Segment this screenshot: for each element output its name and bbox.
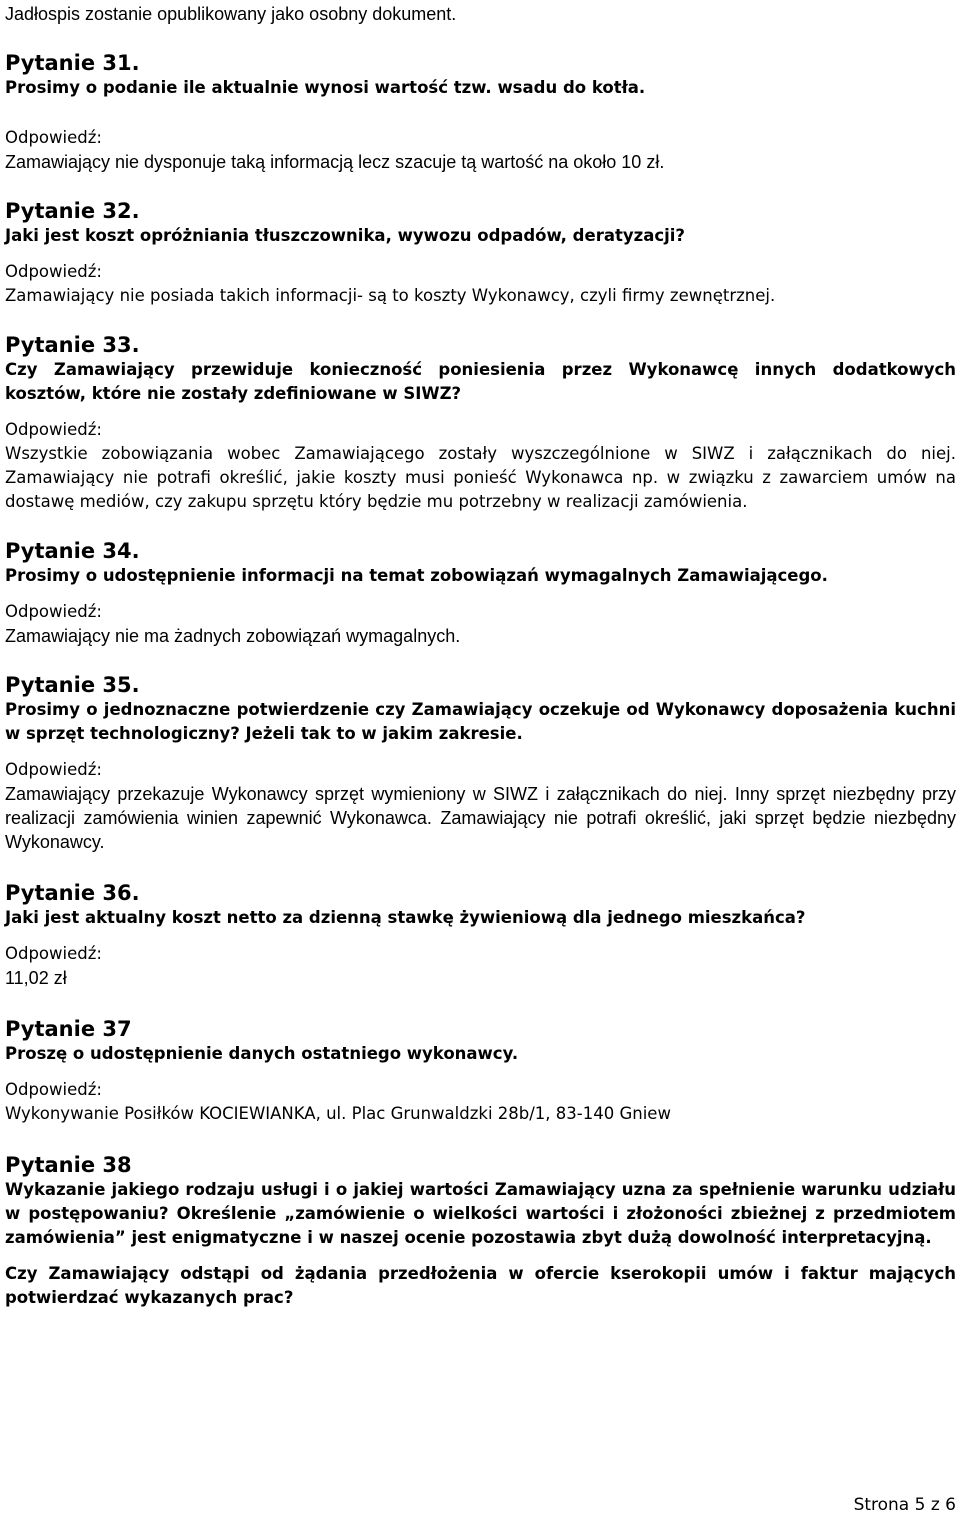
qa-block-38 — [5, 1152, 956, 1310]
answer-label: Odpowiedź: — [5, 128, 102, 147]
question-text: Proszę o udostępnienie danych ostatniego wykonawcy. — [5, 1044, 519, 1063]
answer-label: Odpowiedź: — [5, 262, 102, 281]
question-heading: Pytanie 38 — [5, 1153, 132, 1177]
qa-block-37 — [5, 1016, 956, 1126]
question-text-followup: Czy Zamawiający odstąpi od żądania przedłożenia w ofercie kserokopii umów i faktur mających potwierdzać wykazanych prac? — [5, 1264, 956, 1307]
answer-label: Odpowiedź: — [5, 1080, 102, 1099]
question-heading: Pytanie 33. — [5, 333, 140, 357]
qa-block-34 — [5, 538, 956, 648]
answer-label: Odpowiedź: — [5, 944, 102, 963]
question-heading: Pytanie 35. — [5, 673, 140, 697]
question-heading: Pytanie 31. — [5, 51, 140, 75]
qa-block-36 — [5, 880, 956, 990]
qa-block-31 — [5, 50, 956, 174]
question-text: Prosimy o jednoznaczne potwierdzenie czy Zamawiający oczekuje od Wykonawcy doposażenia kuchni w sprzęt technologiczny? Jeżeli tak to w jakim zakresie. — [5, 700, 956, 743]
question-text: Prosimy o udostępnienie informacji na temat zobowiązań wymagalnych Zamawiającego. — [5, 566, 828, 585]
answer-label: Odpowiedź: — [5, 760, 102, 779]
answer-text: Zamawiający przekazuje Wykonawcy sprzęt wymieniony w SIWZ i załącznikach do niej. Inny sprzęt niezbędny przy realizacji zamówienia winien zapewnić Wykonawca. Zamawiający nie potrafi określić, jaki sprzęt będzie niezbędny Wykonawcy. — [5, 784, 956, 852]
question-text: Czy Zamawiający przewiduje konieczność poniesienia przez Wykonawcę innych dodatkowych kosztów, które nie zostały zdefiniowane w SIWZ? — [5, 360, 956, 403]
qa-block-33 — [5, 332, 956, 514]
qa-block-32 — [5, 198, 956, 308]
answer-text: Zamawiający nie ma żadnych zobowiązań wymagalnych. — [5, 626, 461, 646]
answer-label: Odpowiedź: — [5, 602, 102, 621]
answer-text: 11,02 zł — [5, 968, 67, 988]
question-heading: Pytanie 36. — [5, 881, 140, 905]
answer-text: Wykonywanie Posiłków KOCIEWIANKA, ul. Plac Grunwaldzki 28b/1, 83-140 Gniew — [5, 1104, 671, 1123]
question-heading: Pytanie 32. — [5, 199, 140, 223]
question-text: Jaki jest aktualny koszt netto za dzienną stawkę żywieniową dla jednego mieszkańca? — [5, 908, 806, 927]
page-number: Strona 5 z 6 — [853, 1495, 956, 1515]
intro-text: Jadłospis zostanie opublikowany jako osobny dokument. — [5, 4, 457, 24]
answer-label: Odpowiedź: — [5, 420, 102, 439]
question-heading: Pytanie 34. — [5, 539, 140, 563]
answer-text: Zamawiający nie dysponuje taką informacją lecz szacuje tą wartość na około 10 zł. — [5, 152, 665, 172]
question-text: Prosimy o podanie ile aktualnie wynosi wartość tzw. wsadu do kotła. — [5, 78, 646, 97]
question-text: Jaki jest koszt opróżniania tłuszczownika, wywozu odpadów, deratyzacji? — [5, 226, 686, 245]
answer-text: Zamawiający nie posiada takich informacji- są to koszty Wykonawcy, czyli firmy zewnętrznej. — [5, 286, 776, 305]
qa-block-35 — [5, 672, 956, 854]
question-text: Wykazanie jakiego rodzaju usługi i o jakiej wartości Zamawiający uzna za spełnienie warunku udziału w postępowaniu? Określenie „zamówienie o wielkości wartości i złożoności zbieżnej z przedmiotem zamówienia” jest enigmatyczne i w naszej ocenie pozostawia zbyt dużą dowolność interpretacyjną. — [5, 1180, 956, 1247]
answer-text: Wszystkie zobowiązania wobec Zamawiającego zostały wyszczególnione w SIWZ i załącznikach do niej. Zamawiający nie potrafi określić, jakie koszty musi ponieść Wykonawca np. w związku z zawarciem umów na dostawę mediów, czy zakupu sprzętu który będzie mu potrzebny w realizacji zamówienia. — [5, 444, 956, 511]
question-heading: Pytanie 37 — [5, 1017, 132, 1041]
document-page — [5, 0, 956, 1310]
